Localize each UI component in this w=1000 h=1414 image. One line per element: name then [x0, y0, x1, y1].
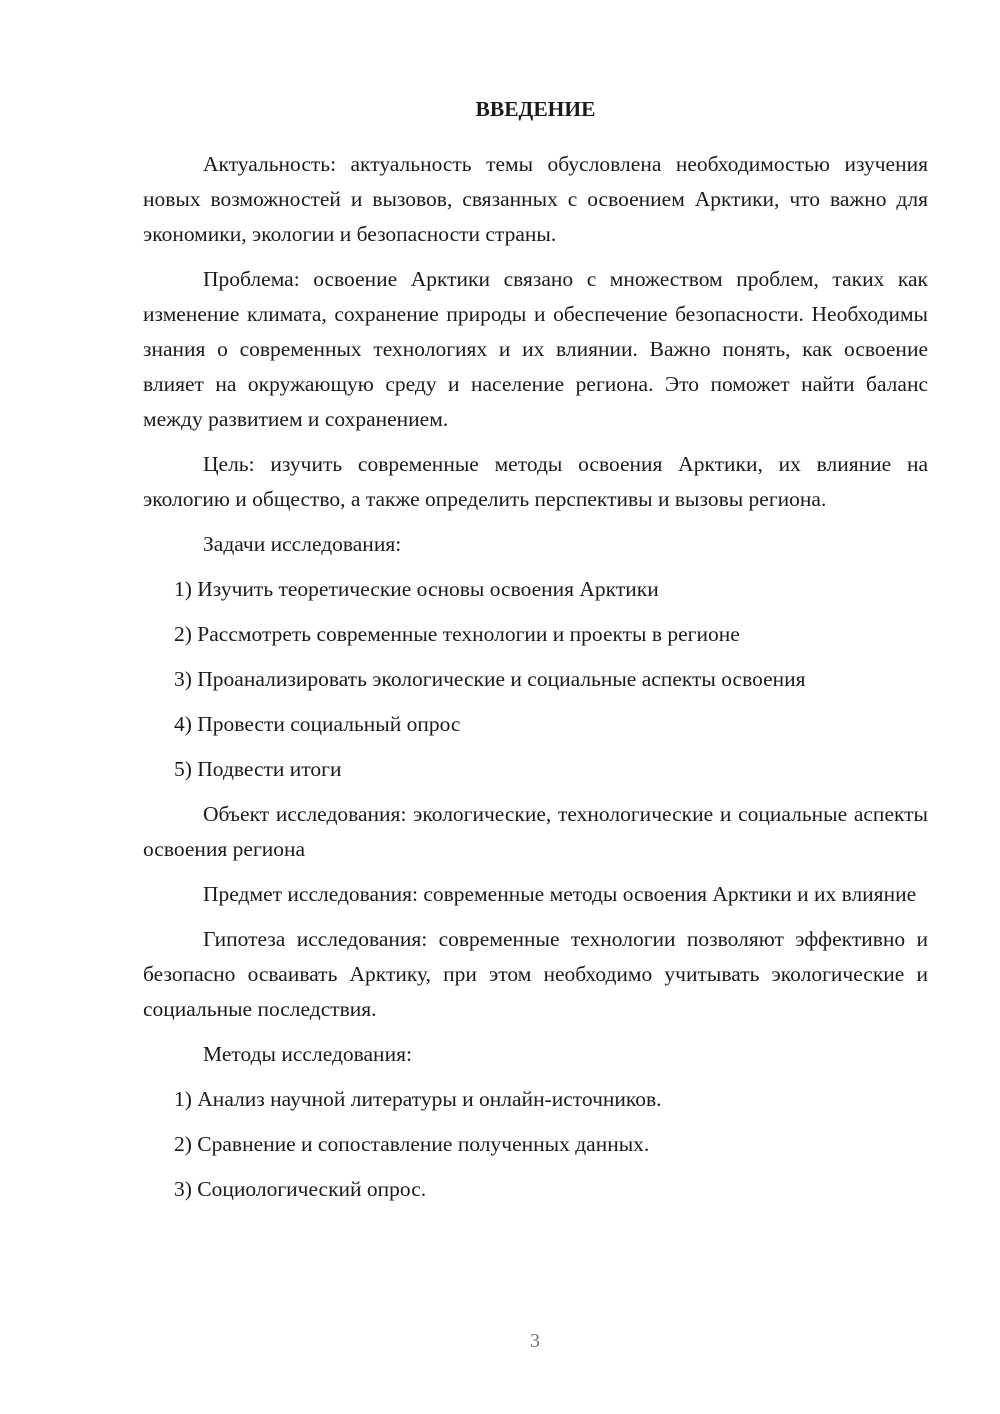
task-item-3: 3) Проанализировать экологические и социальные аспекты освоения — [174, 667, 806, 691]
section-title: ВВЕДЕНИЕ — [475, 97, 596, 121]
subject-paragraph: Предмет исследования: современные методы освоения Арктики и их влияние — [203, 882, 917, 906]
document-page — [143, 92, 928, 1217]
object-paragraph: Объект исследования: экологические, технологические и социальные аспекты освоения региона — [143, 802, 928, 861]
task-item-2: 2) Рассмотреть современные технологии и проекты в регионе — [174, 622, 740, 646]
method-item-2: 2) Сравнение и сопоставление полученных данных. — [174, 1132, 650, 1156]
goal-paragraph: Цель: изучить современные методы освоения Арктики, их влияние на экологию и общество, а также определить перспективы и вызовы региона. — [143, 452, 928, 511]
page-number: 3 — [530, 1330, 540, 1352]
tasks-label: Задачи исследования: — [203, 532, 402, 556]
methods-label: Методы исследования: — [203, 1042, 412, 1066]
task-item-1: 1) Изучить теоретические основы освоения Арктики — [174, 577, 659, 601]
task-item-4: 4) Провести социальный опрос — [174, 712, 461, 736]
method-item-1: 1) Анализ научной литературы и онлайн-источников. — [174, 1087, 662, 1111]
problem-paragraph: Проблема: освоение Арктики связано с множеством проблем, таких как изменение климата, сохранение природы и обеспечение безопасности. Необходимы знания о современных технологиях и их влиянии. Важно понять, как освоение влияет на окружающую среду и население региона. Это поможет найти баланс между развитием и сохранением. — [143, 267, 928, 431]
method-item-3: 3) Социологический опрос. — [174, 1177, 427, 1201]
task-item-5: 5) Подвести итоги — [174, 757, 342, 781]
relevance-paragraph: Актуальность: актуальность темы обусловлена необходимостью изучения новых возможностей и вызовов, связанных с освоением Арктики, что важно для экономики, экологии и безопасности страны. — [143, 152, 928, 246]
hypothesis-paragraph: Гипотеза исследования: современные технологии позволяют эффективно и безопасно осваивать Арктику, при этом необходимо учитывать экологические и социальные последствия. — [143, 927, 928, 1021]
